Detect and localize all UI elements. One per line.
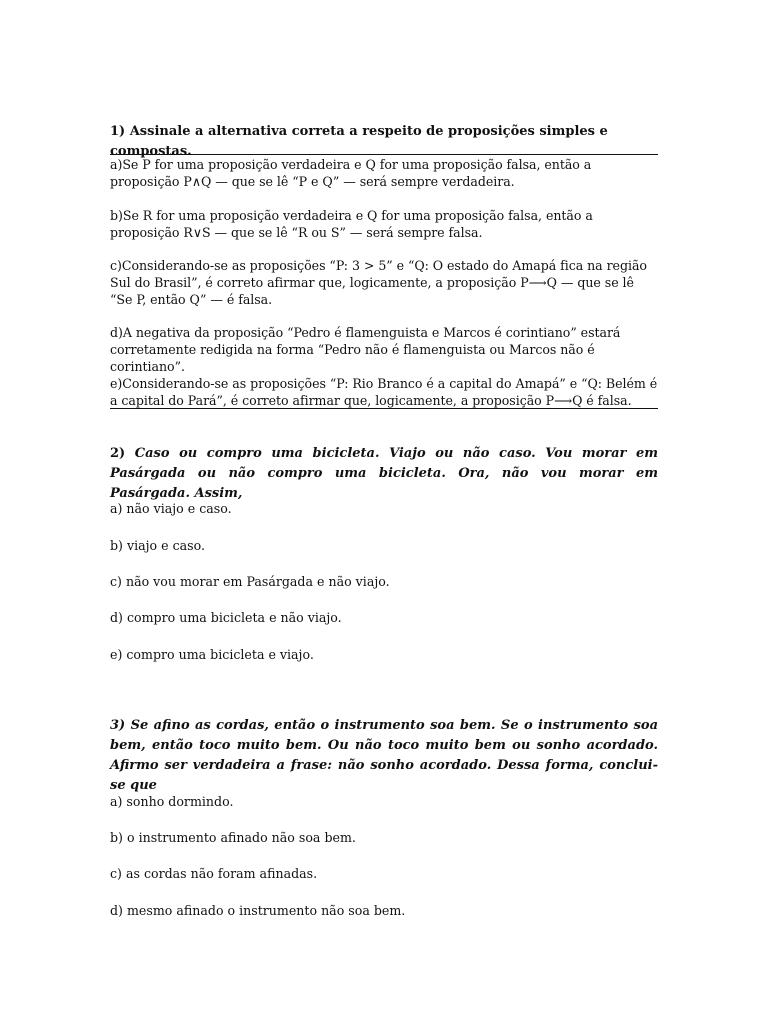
question-1-option-a: a)Se P for uma proposição verdadeira e Q for uma proposição falsa, então a proposição P∧Q — que se lê “P e Q” — será sempre verdadeira. — [110, 157, 592, 189]
question-3-option-c: c) as cordas não foram afinadas. — [110, 866, 318, 881]
question-2-option-c: c) não vou morar em Pasárgada e não viajo. — [110, 574, 390, 589]
question-3-option-d: d) mesmo afinado o instrumento não soa bem. — [110, 903, 406, 918]
document-page — [110, 0, 658, 1024]
question-3-option-a: a) sonho dormindo. — [110, 794, 234, 809]
question-1-bottom-rule — [110, 408, 658, 409]
question-2-option-d: d) compro uma bicicleta e não viajo. — [110, 610, 342, 625]
question-2-number: 2) — [110, 446, 126, 461]
question-2-text: Caso ou compro uma bicicleta. Viajo ou não caso. Vou morar em Pasárgada ou não compro uma bicicleta. Ora, não vou morar em Pasárgada. Assim, — [110, 446, 658, 501]
question-1-top-rule — [110, 154, 658, 155]
question-2-option-e: e) compro uma bicicleta e viajo. — [110, 647, 314, 662]
question-3-title: 3) Se afino as cordas, então o instrumento soa bem. Se o instrumento soa bem, então toco muito bem. Ou não toco muito bem ou sonho acordado. Afirmo ser verdadeira a frase: não sonho acordado. Dessa forma, conclui-se que — [110, 718, 658, 793]
question-2-option-a: a) não viajo e caso. — [110, 501, 232, 516]
question-2-option-b: b) viajo e caso. — [110, 538, 205, 553]
question-2-title — [110, 444, 658, 504]
question-1-option-b: b)Se R for uma proposição verdadeira e Q for uma proposição falsa, então a proposição R∨S — que se lê “R ou S” — será sempre falsa. — [110, 208, 593, 240]
question-1-option-e: e)Considerando-se as proposições “P: Rio Branco é a capital do Amapá” e “Q: Belém é a capital do Pará”, é correto afirmar que, logicamente, a proposição P⟶Q é falsa. — [110, 376, 658, 408]
question-1-option-c: c)Considerando-se as proposições “P: 3 > 5” e “Q: O estado do Amapá fica na região Sul do Brasil”, é correto afirmar que, logicamente, a proposição P⟶Q — que se lê “Se P, então Q” — é falsa. — [110, 258, 647, 307]
question-1-title: 1) Assinale a alternativa correta a respeito de proposições simples e compostas. — [110, 124, 608, 159]
question-3-option-b: b) o instrumento afinado não soa bem. — [110, 830, 356, 845]
question-1-option-d: d)A negativa da proposição “Pedro é flamenguista e Marcos é corintiano” estará corretamente redigida na forma “Pedro não é flamenguista ou Marcos não é corintiano”. — [110, 325, 621, 374]
